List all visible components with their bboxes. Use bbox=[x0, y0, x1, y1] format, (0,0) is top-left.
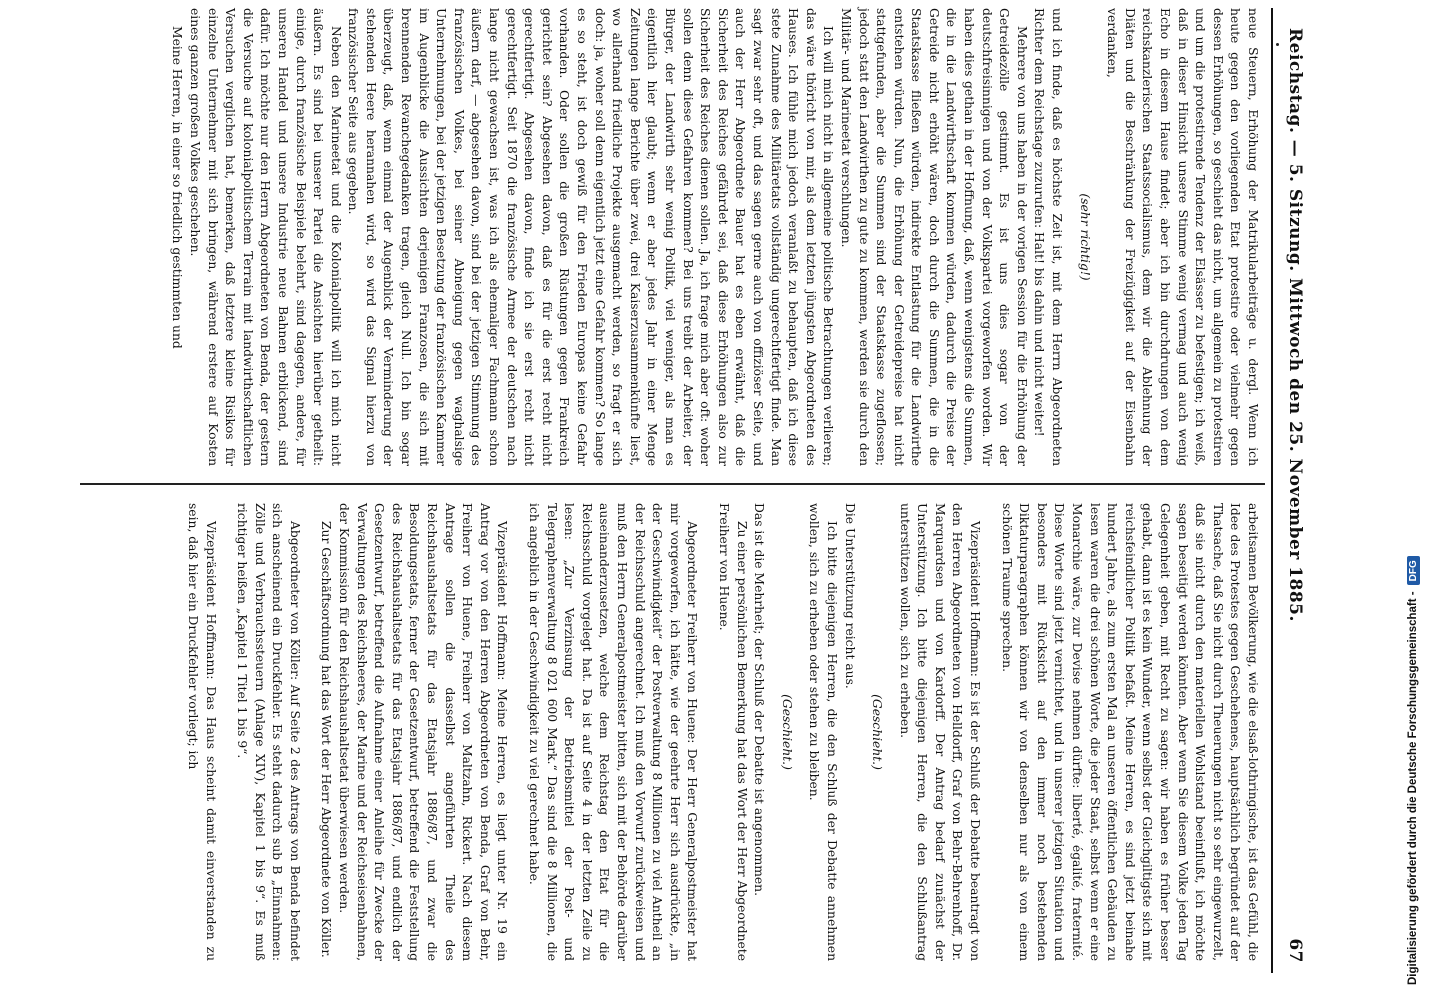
stage-direction: (Geschieht.) bbox=[870, 694, 885, 770]
page-header bbox=[1255, 8, 1313, 973]
paragraph: Meine Herren, in einer so friedlich gestimmten und bbox=[170, 26, 185, 349]
header-title: Reichstag. — 5. Sitzung. bbox=[1285, 28, 1305, 272]
header-date: Mittwoch den 25. November 1885. bbox=[1285, 278, 1305, 622]
stage-direction: (Geschieht.) bbox=[779, 694, 794, 770]
paragraph: neue Steuern, Erhöhung der Matrikularbeiträge u. dergl. Wenn ich heute gegen den vorliegenden Etat protestire oder vielmehr gegen dessen Erhöhungen, so geschieht das nicht, um allgemein zu protestiren und um die protestirende Tendenz der Elsässer zu befestigen; ich weiß, daß in dieser Hinsicht unsere Stimme wenig vermag und auch wenig Echo in diesem Hause findet; aber ich bin durchdrungen von dem reichskanzlerischen Staatssocialismus, dem wir die Ablehnung der Diäten und die Beschränkung der Freizügigkeit auf der Eisenbahn verdanken, bbox=[1105, 8, 1260, 466]
speaker-paragraph: Vizepräsident Hoffmann: Meine Herren, es liegt unter Nr. 19 ein Antrag vor von den Herren Abgeordneten von Benda, Graf von Behr, Freiherr von Huene, Freiherr von Maltzahn, Rickert. Nach diesem Antrage sollen die dasselbst angeführten Theile des Reichshaushaltsetats für das Etatsjahr 1886/87, und zwar die Besoldungsetats, ferner der Gesetzentwurf, betreffend die Feststellung des Reichshaushaltsetats für das Etatsjahr 1886/87, und endlich der Gesetzentwurf, betreffend die Aufnahme einer Anleihe für Zwecke der Verwaltungen des Reichsheeres, der Marine und der Reichseisenbahnen, der Kommission für den Reichshaushaltsetat überwiesen werden. bbox=[337, 503, 510, 961]
paragraph: Mehrere von uns haben in der vorigen Session für die Erhöhung der Getreidezölle gestimmt. Es ist uns dies sogar von der deutschfreisinnigen und von der Volkspartei vorgeworfen worden. Wir haben dies gethan in der Hoffnung, daß, wenn wenigstens die Summen, die in die Landwirthschaft kommen würden, dadurch die Preise der Getreide nicht erhöht wären, doch durch die Summen, die in die Staatskasse fließen würden, indirekte Entlastung für die Landwirthe entstehen würden. Nun, die Erhöhung der Getreidepreise hat nicht stattgefunden, aber die Summen sind der Staatskasse zugeflossen; jedoch statt den Landwirthen zu gute zu kommen, werden sie durch den Militär- und Marineetat verschlungen. bbox=[838, 8, 1029, 466]
right-column bbox=[183, 503, 1261, 961]
paragraph: Neben den Marineetat und die Kolonialpolitik will ich mich nicht äußern. Es sind bei unserer Partei die Ansichten hierüber getheilt: einige, durch französische Beispiele belehrt, sind dagegen, andere, für unseren Handel und unsere Industrie neue Bahnen erblickend, sind dafür. Ich möchte nur den Herrn Abgeordneten von Benda, der gestern die Versuche auf kolonialpolitischem Terrain mit landwirthschaftlichen Versuchen verglichen hat, bemerken, daß letztere kleine Risikos für einzelne Unternehmer mit sich bringen, während erstere auf Kosten eines ganzen großen Volkes geschehen. bbox=[187, 8, 343, 466]
paragraph: Das ist die Mehrheit; der Schluß der Debatte ist angenommen. bbox=[752, 503, 767, 897]
header-rule bbox=[1271, 8, 1273, 973]
paragraph: Zu einer persönlichen Bemerkung hat das Wort der Herr Abgeordnete Freiherr von Huene. bbox=[716, 503, 749, 961]
speaker-paragraph: Vizepräsident Hoffmann: Es ist der Schluß der Debatte beantragt von den Herren Abgeordneten von Helldorff, Graf von Behr-Behrenhoff, Dr. Marquardsen und von Kardorff. Der Antrag bedarf zunächst der Unterstützung. Ich bitte diejenigen Herren, die den Schlußantrag unterstützen wollen, sich zu erheben. bbox=[897, 503, 983, 961]
paragraph: Die Unterstützung reicht aus. bbox=[842, 503, 857, 689]
paragraph: und ich finde, daß es höchste Zeit ist, mit dem Herrn Abgeordneten Richter dem Reichstage zuzurufen: Halt! bis dahin und nicht weiter! bbox=[1032, 8, 1065, 466]
left-column bbox=[168, 8, 1261, 466]
paragraph: Ich will mich nicht in allgemeine politische Betrachtungen verlieren; das wäre thöricht von mir, als dem letzten jüngsten Abgeordneten des Hauses. Ich fühle mich jedoch veranlaßt zu behaupten, daß ich diese stete Zunahme des Militäretats vollständig ungerechtfertigt finde. Man sagt zwar sehr oft, und das sagen gerne auch von offiziöser Seite, und auch der Herr Abgeordnete Bauer hat es eben erwähnt, daß die Sicherheit des Reiches gefährdet sei, daß diese Erhöhungen also zur Sicherheit des Reiches dienen sollen. Ja, ich frage mich aber oft: woher sollen denn diese Gefahren kommen? Bei uns treibt der Arbeiter, der Bürger, der Landwirth sehr wenig Politik, viel weniger, als man es eigentlich hier glaubt; wenn er aber jedes Jahr in einer Menge Zeitungen lange Berichte über zwei, drei Kaiserzusammenkünfte liest, wo allerhand friedliche Projekte ausgemacht werden, so fragt er sich doch: ja, woher soll denn eigentlich jetzt eine Gefahr kommen? So lange es so steht, ist doch gewiß für den Frieden Europas keine Gefahr vorhanden. Oder sollen die großen Rüstungen gegen Frankreich gerichtet sein? Abgesehen davon, daß es für die erst recht nicht gerechtfertigt. Abgesehen davon, finde ich sie erst recht nicht gerechtfertigt. Seit 1870 die französische Armee der deutschen nach lange nicht gewachsen ist, was ich als ehemaliger Fachmann schon äußern darf, — abgesehen davon, sind bei der jetzigen Stimmung des französischen Volkes, bei seiner Abneigung gegen waghalsige Unternehmungen, bei der jetzigen Besetzung der französischen Kammer im Augenblicke die Aussichten derjenigen Franzosen, die sich mit brennenden Revanchegedanken tragen, gleich Null. Ich bin sogar überzeugt, daß, wenn einmal der Augenblick der Verminderung der stehenden Heere herannahen wird, so wird das Signal hierzu von französischer Seite aus gegeben. bbox=[346, 8, 836, 466]
interjection: (sehr richtig!) bbox=[1077, 193, 1092, 281]
paragraph: Ich bitte diejenigen Herren, die den Schluß der Debatte annehmen wollen, sich zu erheben oder stehen zu bleiben. bbox=[807, 503, 839, 961]
paragraph: Zur Geschäftsordnung hat das Wort der Herr Abgeordnete von Köller. bbox=[319, 521, 334, 958]
scan-speck bbox=[1276, 43, 1279, 46]
speaker-paragraph: Abgeordneter von Köller: Auf Seite 2 des Antrags von Benda befindet sich anscheinend ein Druckfehler. Es steht dadurch sub B „Einnahmen: Zölle und Verbrauchssteuern (Anlage XIV), Kapitel 1 bis 9“. Es muß richtiger heißen „Kapitel 1 Titel 1 bis 9“. bbox=[235, 503, 302, 961]
column-rule bbox=[80, 483, 1265, 485]
page-number: 67 bbox=[1285, 938, 1305, 963]
speaker-paragraph: Vizepräsident Hoffmann: Das Haus scheint damit einverstanden zu sein, daß hier ein Druckfehler vorliegt; ich bbox=[185, 503, 218, 961]
side-credit bbox=[1402, 0, 1424, 985]
credit-text: Digitalisierung gefördert durch die Deutsche Forschungsgemeinschaft - bbox=[1407, 591, 1419, 985]
dfg-logo: DFG bbox=[1407, 556, 1420, 585]
rotated-page-content bbox=[63, 8, 1313, 973]
speaker-paragraph: Abgeordneter Freiherr von Huene: Der Herr Generalpostmeister hat mir vorgeworfen, ich hätte, wie der geehrte Herr sich ausdrückte, „in der Geschwindigkeit“ der Postverwaltung 8 Millionen zu viel Antheil an der Reichsschuld angerechnet. Ich muß den Vorwurf zurückweisen und muß den Herrn Generalpostmeister bitten, sich mit der Behörde darüber auseinanderzusetzen, welche dem Reichstag den Etat für die Reichsschuld vorgelegt hat. Da ist auf Seite 4 in der letzten Zeile zu lesen: „Zur Verzinsung der Betriebsmittel der Post- und Telegraphenverwaltung 8 021 600 Mark.“ Das sind die 8 Millionen, die ich angeblich in der Geschwindigkeit zu viel gerechnet habe. bbox=[527, 503, 700, 961]
paragraph: arbeitsamen Bevölkerung, wie die elsaß-lothringische, ist das Gefühl, die Idee des Protestes gegen Geschehenes, hauptsächlich begründet auf der Thatsache, daß Sie nicht durch Theuerungen nicht so sehr eingewurzelt, daß sie nicht durch den materiellen Wohlstand beeinflußt, ich möchte sagen beseitigt werden könnten. Aber wenn Sie diesem Volke jeden Tag Gelegenheit geben, mit Recht zu sagen: wir haben es früher besser gehabt, dann ist es kein Wunder, wenn selbst der Gleichgiltigste sich mit reichsfeindlicher Politik befaßt. Meine Herren, es sind jetzt beinahe hundert Jahre, als zum ersten Mal an unseren öffentlichen Gebäuden zu lesen waren die drei schönen Worte, die jeder Staat, selbst wenn er eine Monarchie wäre, zur Devise nehmen dürfte: liberté, égalité, fraternité. Diese Worte sind jetzt vernichtet, und in unserer jetzigen Situation und besonders mit Rücksicht auf den immer noch bestehenden Diktaturparagraphen können wir von denselben nur als von einem schönen Traume sprechen. bbox=[999, 503, 1260, 961]
